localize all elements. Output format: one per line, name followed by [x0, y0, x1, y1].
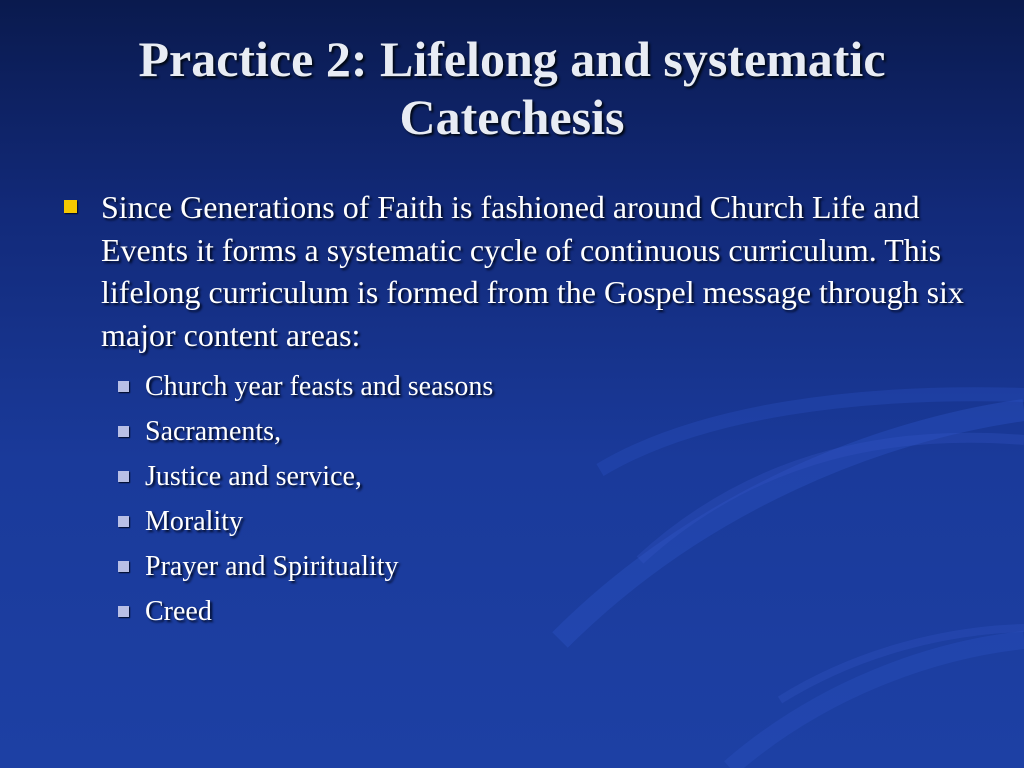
list-item [60, 544, 970, 589]
content-areas-list [60, 364, 970, 634]
main-bullet-text: Since Generations of Faith is fashioned around Church Life and Events it forms a systematic cycle of continuous curriculum. This lifelong curriculum is formed from the Gospel message through six major content areas: [101, 189, 964, 353]
square-bullet-icon [118, 471, 129, 482]
square-bullet-icon [64, 200, 77, 213]
main-bullet [60, 186, 970, 356]
list-item-text: Morality [145, 506, 243, 537]
slide-title [40, 30, 984, 146]
list-item-text: Church year feasts and seasons [145, 371, 494, 402]
square-bullet-icon [118, 516, 129, 527]
square-bullet-icon [118, 606, 129, 617]
square-bullet-icon [118, 381, 129, 392]
list-item [60, 409, 970, 454]
list-item-text: Prayer and Spirituality [145, 551, 399, 582]
list-item [60, 589, 970, 634]
list-item-text: Justice and service, [145, 461, 362, 492]
square-bullet-icon [118, 561, 129, 572]
list-item [60, 499, 970, 544]
list-item-text: Creed [145, 596, 212, 627]
list-item [60, 454, 970, 499]
list-item [60, 364, 970, 409]
title-line-2: Catechesis [399, 89, 625, 145]
title-line-1: Practice 2: Lifelong and systematic [138, 31, 886, 87]
list-item-text: Sacraments, [145, 416, 282, 447]
square-bullet-icon [118, 426, 129, 437]
slide-content [60, 186, 970, 634]
